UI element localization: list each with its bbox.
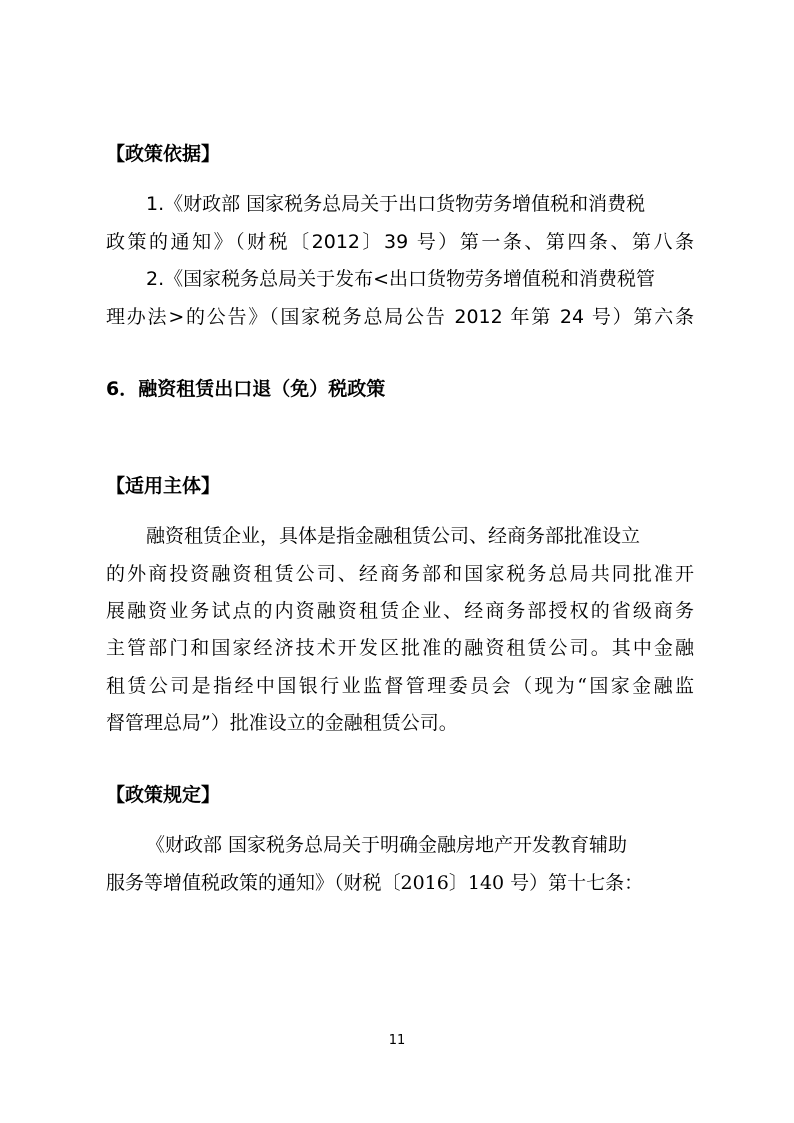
policy-basis-line: 1.《财政部 国家税务总局关于出口货物劳务增值税和消费税 bbox=[146, 193, 646, 215]
page-number: 11 bbox=[388, 1033, 406, 1048]
applicable-subject-line: 展融资业务试点的内资融资租赁企业、经商务部授权的省级商务 bbox=[106, 600, 694, 622]
policy-rules-heading: 【政策规定】 bbox=[106, 784, 221, 806]
applicable-subject-line: 租赁公司是指经中国银行业监督管理委员会（现为“国家金融监 bbox=[106, 675, 694, 697]
applicable-subject-line: 的外商投资融资租赁公司、经商务部和国家税务总局共同批准开 bbox=[106, 563, 694, 585]
policy-basis-line: 2.《国家税务总局关于发布<出口货物劳务增值税和消费税管 bbox=[146, 268, 656, 290]
policy-basis-line: 政策的通知》（财税〔2012〕39 号）第一条、第四条、第八条 bbox=[106, 231, 694, 253]
policy-rules-line: 《财政部 国家税务总局关于明确金融房地产开发教育辅助 bbox=[146, 834, 628, 856]
policy-basis-heading: 【政策依据】 bbox=[106, 143, 221, 165]
section-title: 6．融资租赁出口退（免）税政策 bbox=[106, 378, 386, 400]
applicable-subject-line: 督管理总局”）批准设立的金融租赁公司。 bbox=[106, 712, 458, 734]
policy-rules-line: 服务等增值税政策的通知》（财税〔2016〕140 号）第十七条： bbox=[106, 872, 644, 894]
policy-basis-line: 理办法>的公告》（国家税务总局公告 2012 年第 24 号）第六条 bbox=[106, 306, 694, 328]
applicable-subject-line: 融资租赁企业，具体是指金融租赁公司、经商务部批准设立 bbox=[146, 525, 641, 547]
applicable-subject-heading: 【适用主体】 bbox=[106, 475, 221, 497]
applicable-subject-line: 主管部门和国家经济技术开发区批准的融资租赁公司。其中金融 bbox=[106, 637, 694, 659]
